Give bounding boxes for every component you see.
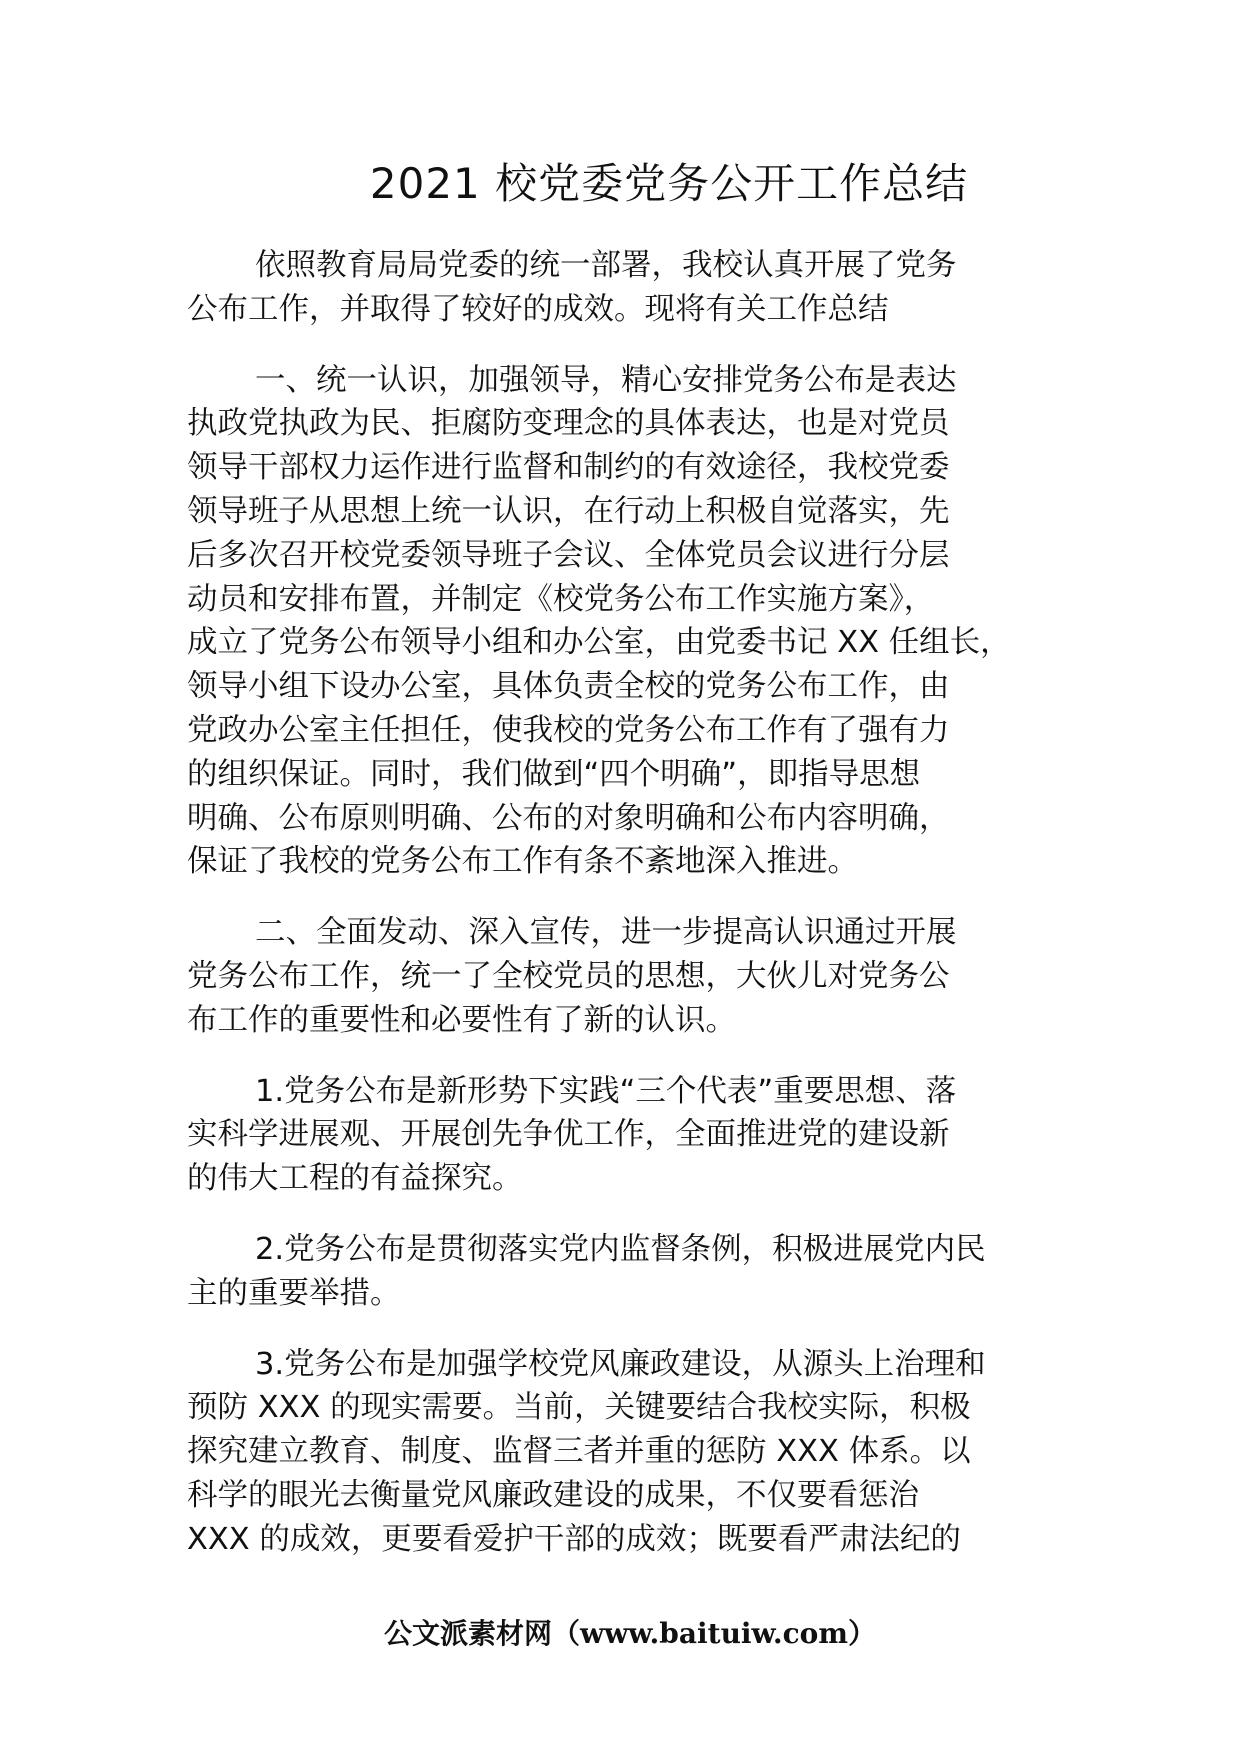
text-line: 领导小组下设办公室，具体负责全校的党务公布工作，由 [187, 669, 950, 705]
document-body [187, 244, 1057, 1589]
text-line: 成立了党务公布领导小组和办公室，由党委书记 XX 任组长， [187, 625, 1011, 661]
text-line: 依照教育局局党委的统一部署，我校认真开展了党务 [255, 248, 957, 283]
paragraph-point-1 [187, 1070, 1057, 1201]
text-line: 主的重要举措。 [187, 1275, 401, 1311]
paragraph-section-2 [187, 911, 1057, 1042]
text-line: 党务公布工作，统一了全校党员的思想，大伙儿对党务公 [187, 958, 950, 994]
text-line: 预防 XXX 的现实需要。当前，关键要结合我校实际，积极 [187, 1390, 971, 1426]
text-line: 后多次召开校党委领导班子会议、全体党员会议进行分层 [187, 537, 950, 573]
text-line: XXX 的成效，更要看爱护干部的成效；既要看严肃法纪的 [187, 1521, 961, 1557]
text-line: 实科学进展观、开展创先争优工作，全面推进党的建设新 [187, 1117, 950, 1153]
text-line: 保证了我校的党务公布工作有条不紊地深入推进。 [187, 844, 858, 880]
text-line: 1.党务公布是新形势下实践“三个代表”重要思想、落 [255, 1073, 957, 1109]
text-line: 明确、公布原则明确、公布的对象明确和公布内容明确， [187, 800, 950, 836]
text-line: 公布工作，并取得了较好的成效。现将有关工作总结 [187, 291, 889, 327]
paragraph-point-2 [187, 1228, 1057, 1316]
text-line: 探究建立教育、制度、监督三者并重的惩防 XXX 体系。以 [187, 1434, 971, 1470]
document-title: 2021 校党委党务公开工作总结 [369, 159, 969, 208]
paragraph-point-3 [187, 1343, 1057, 1562]
paragraph-section-1 [187, 359, 1057, 885]
footer-watermark: 公文派素材网（www.baituiw.com） [384, 1617, 876, 1650]
text-line: 领导班子从思想上统一认识，在行动上积极自觉落实，先 [187, 493, 950, 529]
text-line: 党政办公室主任担任，使我校的党务公布工作有了强有力 [187, 712, 950, 748]
text-line: 动员和安排布置，并制定《校党务公布工作实施方案》， [187, 581, 935, 617]
text-line: 的伟大工程的有益探究。 [187, 1161, 523, 1197]
text-line: 的组织保证。同时，我们做到“四个明确”，即指导思想 [187, 756, 921, 792]
text-line: 2.党务公布是贯彻落实党内监督条例，积极进展党内民 [255, 1231, 986, 1267]
text-line: 3.党务公布是加强学校党风廉政建设，从源头上治理和 [255, 1346, 986, 1382]
text-line: 领导干部权力运作进行监督和制约的有效途径，我校党委 [187, 450, 950, 486]
text-line: 一、统一认识，加强领导，精心安排党务公布是表达 [255, 362, 957, 398]
text-line: 布工作的重要性和必要性有了新的认识。 [187, 1002, 736, 1038]
text-line: 二、全面发动、深入宣传，进一步提高认识通过开展 [255, 915, 957, 951]
paragraph-intro [187, 244, 1057, 332]
text-line: 执政党执政为民、拒腐防变理念的具体表达，也是对党员 [187, 406, 950, 442]
text-line: 科学的眼光去衡量党风廉政建设的成果，不仅要看惩治 [187, 1477, 919, 1513]
